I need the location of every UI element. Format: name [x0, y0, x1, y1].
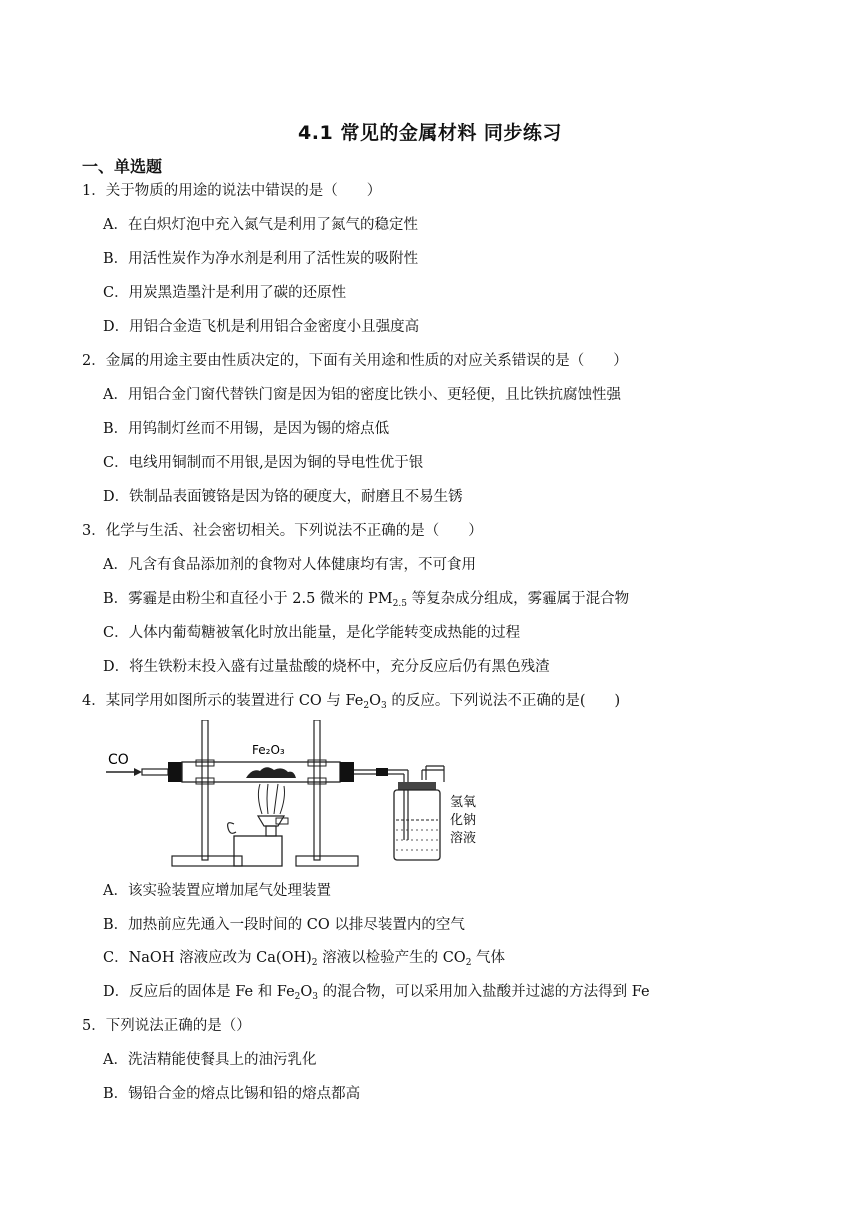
- question-1-stem: 1．关于物质的用途的说法中错误的是（ ）: [82, 183, 382, 199]
- naoh-label-line-1: 氢氧: [450, 795, 477, 810]
- question-4-option-d: D．反应后的固体是 Fe 和 $Fe_2O_3$ 的混合物，可以采用加入盐酸并过滤的方法得到 Fe: [103, 984, 650, 1002]
- question-5-option-a: A．洗洁精能使餐具上的油污乳化: [103, 1052, 317, 1068]
- question-1-option-c: C．用炭黑造墨汁是利用了碳的还原性: [103, 285, 347, 301]
- question-5-stem: 5．下列说法正确的是（）: [82, 1018, 251, 1034]
- question-1-option-a: A．在白炽灯泡中充入氮气是利用了氮气的稳定性: [103, 217, 418, 233]
- question-1-option-b: B．用活性炭作为净水剂是利用了活性炭的吸附性: [103, 251, 419, 267]
- question-4-option-a: A．该实验装置应增加尾气处理装置: [103, 883, 331, 899]
- question-4-option-c: C．NaOH 溶液应改为 $Ca(OH)_2$ 溶液以检验产生的 $CO_2$ 气体: [103, 950, 506, 968]
- question-2-option-d: D．铁制品表面镀铬是因为铬的硬度大，耐磨且不易生锈: [103, 489, 463, 505]
- question-4-stem: 4．某同学用如图所示的装置进行 CO 与 $Fe_2O_3$ 的反应。下列说法不正确的是( ): [82, 693, 621, 711]
- question-3-option-d: D．将生铁粉末投入盛有过量盐酸的烧杯中，充分反应后仍有黑色残渣: [103, 659, 550, 675]
- naoh-label-line-2: 化钠: [450, 813, 477, 828]
- fe2o3-label: Fe₂O₃: [252, 743, 285, 757]
- question-3-option-c: C．人体内葡萄糖被氧化时放出能量，是化学能转变成热能的过程: [103, 625, 521, 641]
- question-2-stem: 2．金属的用途主要由性质决定的，下面有关用途和性质的对应关系错误的是（ ）: [82, 353, 628, 369]
- question-1-option-d: D．用铝合金造飞机是利用铝合金密度小且强度高: [103, 319, 420, 335]
- naoh-label-line-3: 溶液: [450, 831, 477, 846]
- question-5-option-b: B．锡铅合金的熔点比锡和铅的熔点都高: [103, 1086, 361, 1102]
- question-2-option-a: A．用铝合金门窗代替铁门窗是因为铝的密度比铁小、更轻便，且比铁抗腐蚀性强: [103, 387, 621, 403]
- question-2-option-b: B．用钨制灯丝而不用锡，是因为锡的熔点低: [103, 421, 390, 437]
- co-label: CO: [108, 752, 129, 768]
- apparatus-diagram: [100, 720, 490, 870]
- question-3-option-a: A．凡含有食品添加剂的食物对人体健康均有害，不可食用: [103, 557, 476, 573]
- question-3-stem: 3．化学与生活、社会密切相关。下列说法不正确的是（ ）: [82, 523, 483, 539]
- page-title: 4.1 常见的金属材料 同步练习: [298, 122, 562, 144]
- question-2-option-c: C．电线用铜制而不用银,是因为铜的导电性优于银: [103, 455, 424, 471]
- question-4-option-b: B．加热前应先通入一段时间的 CO 以排尽装置内的空气: [103, 917, 465, 933]
- question-3-option-b: B．雾霾是由粉尘和直径小于 2.5 微米的 $PM_{2.5}$ 等复杂成分组成，雾霾属于混合物: [103, 591, 630, 609]
- section-heading: 一、单选题: [82, 157, 163, 176]
